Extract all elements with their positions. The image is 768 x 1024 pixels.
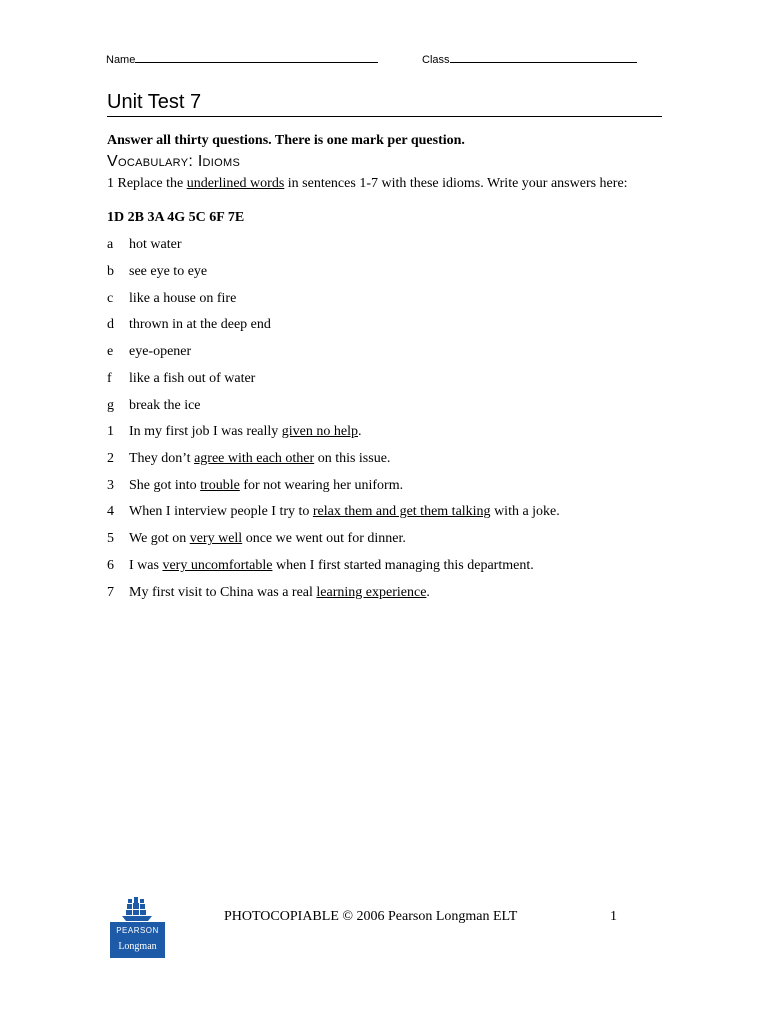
sentence-underlined: given no help <box>281 424 359 439</box>
task-text-after: in sentences 1-7 with these idioms. Write your answers here: <box>287 176 628 191</box>
sentence-number: 5 <box>107 531 114 547</box>
idiom-text: like a house on fire <box>129 290 237 306</box>
idiom-key: a <box>107 237 114 252</box>
page-number: 1 <box>610 909 617 924</box>
sentence-text-after: with a joke. <box>490 504 560 520</box>
sentence-text-before: When I interview people I try to <box>129 504 313 520</box>
idiom-item <box>107 398 201 414</box>
task-number: 1 <box>107 176 114 191</box>
ship-icon <box>110 896 165 922</box>
sentence-item <box>107 424 362 440</box>
sentence-text-before: In my first job I was really <box>129 424 282 439</box>
class-field <box>422 53 637 66</box>
sentence-number: 4 <box>107 504 114 520</box>
class-label: Class <box>422 54 450 66</box>
idiom-item <box>107 317 271 333</box>
idiom-text: hot water <box>129 237 182 252</box>
class-blank <box>450 53 637 63</box>
title-divider <box>107 116 662 117</box>
logo-box <box>110 922 165 958</box>
idiom-key: b <box>107 263 114 279</box>
footer-copyright: PHOTOCOPIABLE © 2006 Pearson Longman ELT <box>224 909 518 924</box>
task-text-before: Replace the <box>117 176 184 191</box>
idiom-item <box>107 344 191 360</box>
name-field <box>106 53 378 66</box>
idiom-item <box>107 371 255 387</box>
sentence-text-before: My first visit to China was a real <box>129 584 317 600</box>
sentence-underlined: agree with each other <box>194 450 315 466</box>
sentence-underlined: relax them and get them talking <box>312 504 491 520</box>
sentence-item <box>107 451 390 467</box>
logo-brand-top: PEARSON <box>116 926 159 935</box>
idiom-text: like a fish out of water <box>129 371 256 386</box>
sentence-item <box>107 585 430 601</box>
answer-key: 1D 2B 3A 4G 5C 6F 7E <box>107 210 245 225</box>
sentence-text-before: They don’t <box>129 450 195 466</box>
sentence-number: 7 <box>107 584 114 600</box>
sentence-text-after: once we went out for dinner. <box>242 531 406 547</box>
page-title: Unit Test 7 <box>107 91 202 113</box>
idiom-key: d <box>107 317 114 333</box>
sentence-underlined: very uncomfortable <box>162 558 273 573</box>
name-blank <box>135 53 378 63</box>
name-label: Name <box>106 54 136 66</box>
sentence-number: 6 <box>107 558 114 573</box>
idiom-item <box>107 291 236 307</box>
task-underlined: underlined words <box>186 176 285 191</box>
sentence-text-before: She got into <box>129 477 201 493</box>
sentence-text-after: when I first started managing this department. <box>272 558 534 573</box>
sentence-underlined: trouble <box>200 477 240 493</box>
sentence-text-before: I was <box>129 558 163 573</box>
idiom-text: eye-opener <box>129 344 192 360</box>
idiom-key: e <box>107 344 114 360</box>
logo-brand-bottom: Longman <box>118 941 157 952</box>
sentence-item <box>107 558 534 574</box>
sentence-underlined: very well <box>189 531 243 547</box>
sentence-underlined: learning experience <box>316 584 427 600</box>
idiom-text: break the ice <box>129 397 201 413</box>
idiom-key: f <box>107 371 112 386</box>
section-heading: Vocabulary: Idioms <box>107 153 241 170</box>
sentence-item <box>107 478 403 494</box>
sentence-number: 2 <box>107 450 114 466</box>
idiom-key: g <box>107 397 114 413</box>
sentence-number: 1 <box>107 424 114 439</box>
sentence-number: 3 <box>107 477 114 493</box>
sentence-text-after: . <box>426 584 430 600</box>
sentence-text-after: on this issue. <box>314 450 391 466</box>
idiom-text: thrown in at the deep end <box>129 317 271 333</box>
sentence-text-after: . <box>358 424 362 439</box>
sentence-text-before: We got on <box>129 531 190 547</box>
sentence-item <box>107 504 560 520</box>
idiom-item <box>107 264 207 280</box>
sentence-text-after: for not wearing her uniform. <box>239 477 404 493</box>
pearson-longman-logo <box>110 896 165 958</box>
task-instruction <box>107 175 647 192</box>
sentence-item <box>107 531 406 547</box>
idiom-item <box>107 237 181 253</box>
instructions: Answer all thirty questions. There is one mark per question. <box>107 133 465 148</box>
idiom-text: see eye to eye <box>129 263 208 279</box>
idiom-key: c <box>107 290 114 306</box>
